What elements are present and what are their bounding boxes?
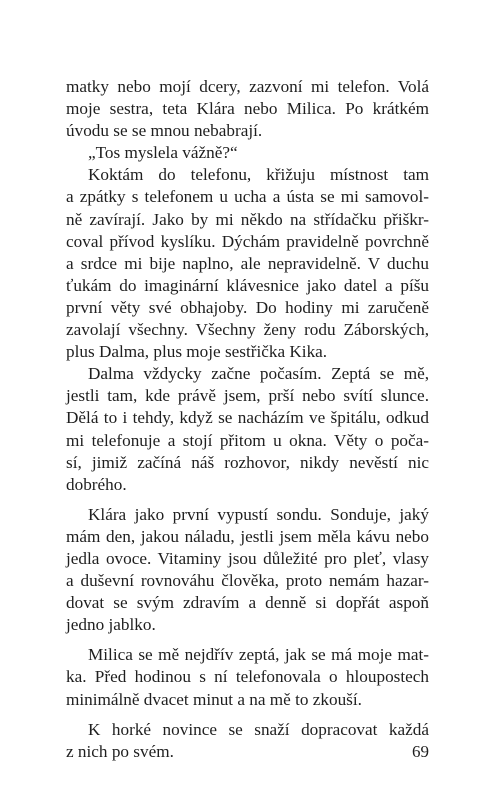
paragraph bbox=[66, 644, 429, 710]
text-line: mi telefonuje a stojí přitom u okna. Věty o poča- bbox=[66, 430, 429, 450]
text-line: zavolají všechny. Všechny ženy rodu Záborských, bbox=[66, 320, 429, 340]
body-text bbox=[66, 76, 429, 763]
text-line: plus Dalma, plus moje sestřička Kika. bbox=[66, 342, 328, 362]
text-line: matky nebo mojí dcery, zazvoní mi telefon. Volá bbox=[66, 77, 429, 96]
text-line: jestli tam, kde právě jsem, prší nebo svítí slunce. bbox=[66, 386, 429, 406]
text-line: Milica se mě nejdřív zeptá, jak se má moje mat- bbox=[88, 645, 429, 665]
text-line: „Tos myslela vážně?“ bbox=[88, 143, 238, 163]
text-line: Dalma vždycky začne počasím. Zeptá se mě, bbox=[88, 364, 429, 384]
text-line: mám den, jakou náladu, jestli jsem měla kávu nebo bbox=[66, 526, 429, 546]
page-number: 69 bbox=[412, 742, 429, 761]
text-line: minimálně dvacet minut a na mě to zkouší. bbox=[66, 689, 362, 709]
paragraph bbox=[66, 76, 429, 142]
text-line: dobrého. bbox=[66, 474, 127, 494]
text-line: moje sestra, teta Klára nebo Milica. Po krátkém bbox=[66, 99, 429, 119]
text-line: dovat se svým zdravím a denně si dopřát aspoň bbox=[66, 593, 429, 613]
text-line: jedno jablko. bbox=[66, 615, 156, 635]
text-line: a zpátky s telefonem u ucha a ústa se mi samovol- bbox=[66, 187, 429, 207]
paragraph-spacer bbox=[66, 711, 429, 719]
text-line: úvodu se se mnou nebabrají. bbox=[66, 121, 263, 141]
text-line: z nich po svém. bbox=[66, 741, 174, 761]
text-line: ťukám do imaginární klávesnice jako datel a píšu bbox=[66, 275, 429, 295]
text-line: a duševní rovnováhu člověka, proto nemám hazar- bbox=[66, 571, 429, 591]
text-line: ka. Před hodinou s ní telefonovala o hloupostech bbox=[66, 667, 429, 687]
text-line: coval přívod kyslíku. Dýchám pravidelně povrchně bbox=[66, 231, 429, 251]
text-line: Koktám do telefonu, křižuju místnost tam bbox=[88, 165, 429, 185]
text-line: ně zavírají. Jako by mi někdo na střídačku přiškr- bbox=[66, 209, 429, 229]
text-line: první věty své obhajoby. Do hodiny mi zaručeně bbox=[66, 297, 429, 317]
paragraph-spacer bbox=[66, 496, 429, 504]
paragraph-spacer bbox=[66, 636, 429, 644]
text-line: K horké novince se snaží dopracovat každá bbox=[88, 719, 429, 739]
text-line: jedla ovoce. Vitaminy jsou důležité pro pleť, vlasy bbox=[66, 548, 429, 568]
paragraph bbox=[66, 142, 429, 164]
paragraph bbox=[66, 719, 429, 763]
text-line: a srdce mi bije naplno, ale nepravidelně. V duchu bbox=[66, 253, 429, 273]
paragraph bbox=[66, 363, 429, 496]
paragraph bbox=[66, 504, 429, 637]
text-line: Dělá to i tehdy, když se nacházím ve špitálu, odkud bbox=[66, 408, 429, 428]
paragraph bbox=[66, 164, 429, 363]
text-line: Klára jako první vypustí sondu. Sonduje, jaký bbox=[88, 504, 429, 524]
text-line: sí, jimiž začíná náš rozhovor, nikdy nevěstí nic bbox=[66, 452, 429, 472]
